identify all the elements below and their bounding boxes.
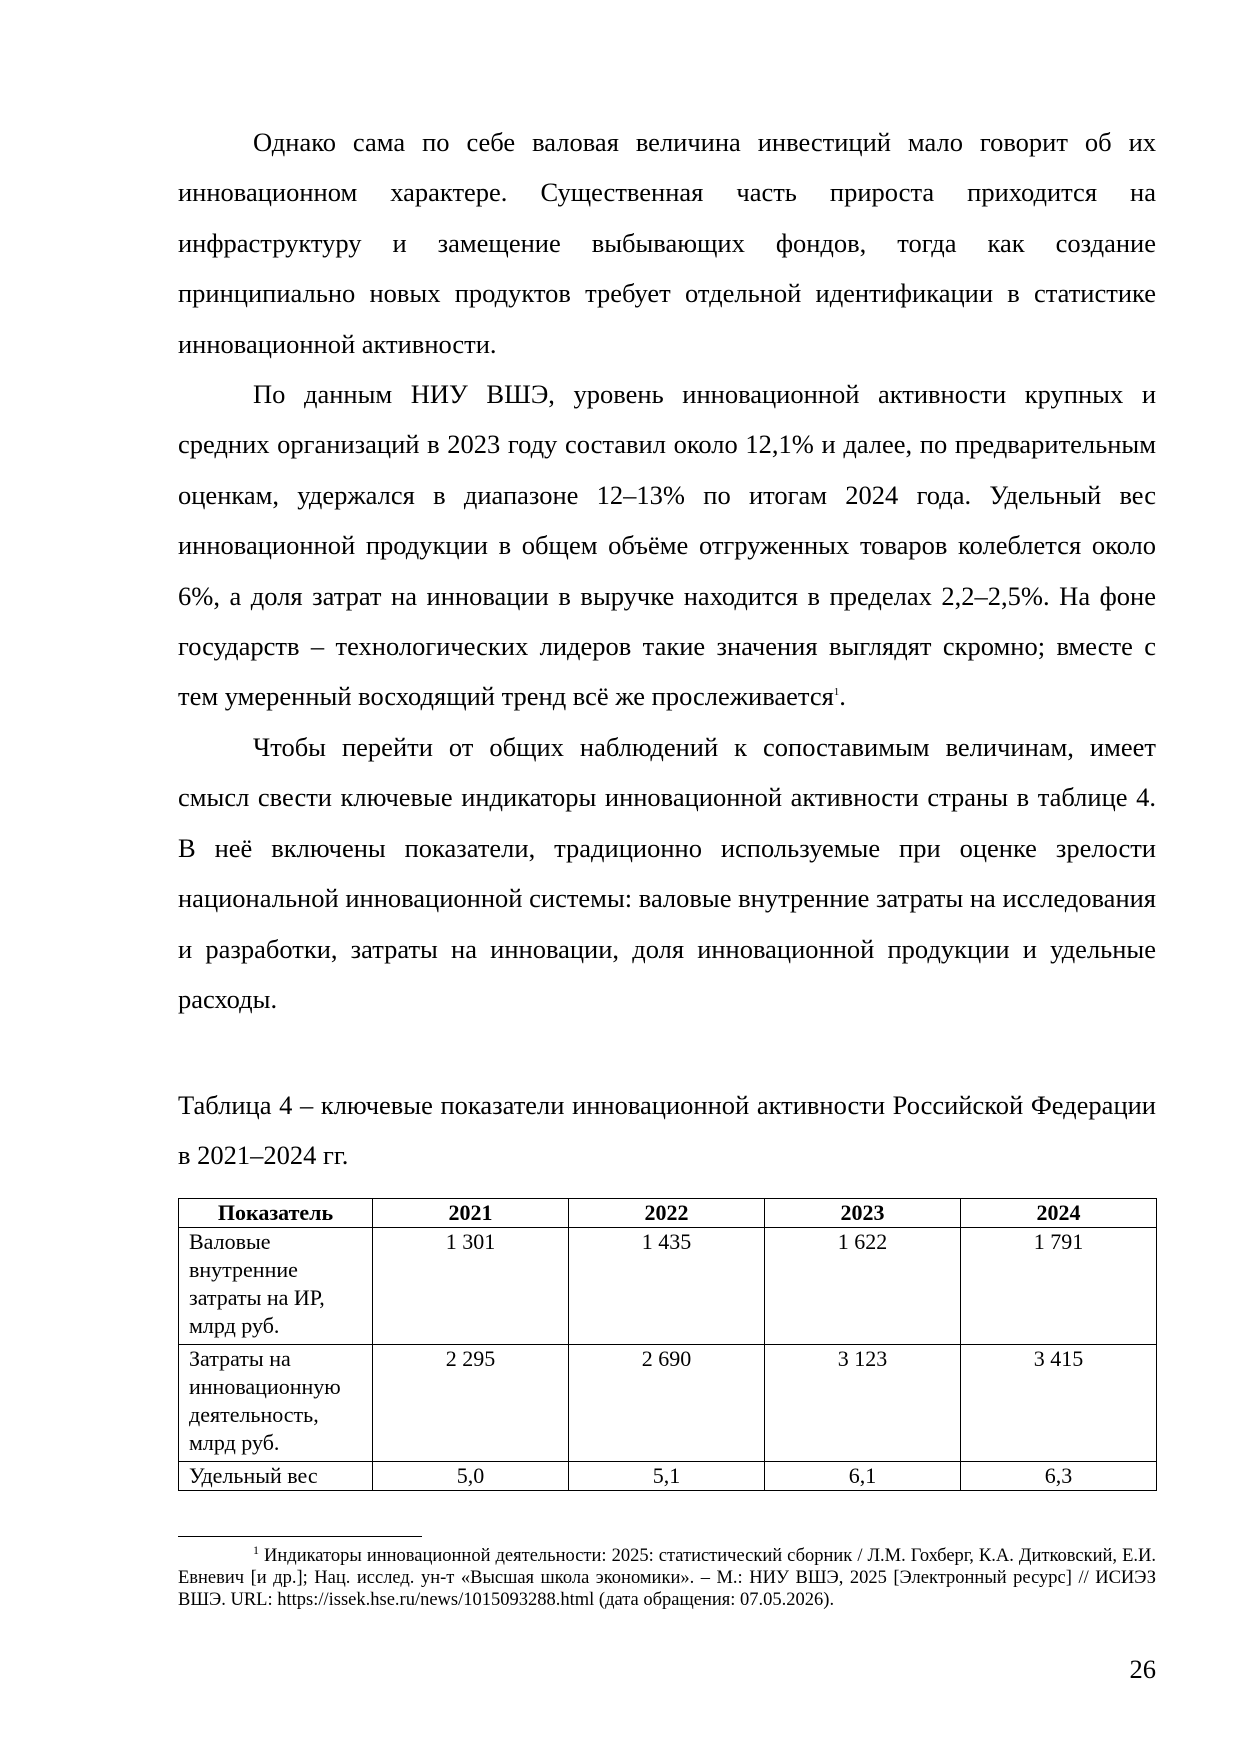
table-cell: 6,3 <box>961 1462 1157 1491</box>
table-cell: 5,1 <box>569 1462 765 1491</box>
footnote-number: 1 <box>253 1542 259 1557</box>
table-row <box>179 1462 1157 1491</box>
table-cell: 6,1 <box>765 1462 961 1491</box>
table-cell: 2 295 <box>373 1345 569 1462</box>
header-year: 2022 <box>569 1199 765 1228</box>
footnote-separator <box>178 1536 422 1537</box>
table-cell: 1 435 <box>569 1228 765 1345</box>
header-year: 2023 <box>765 1199 961 1228</box>
header-year: 2021 <box>373 1199 569 1228</box>
header-year: 2024 <box>961 1199 1157 1228</box>
body-text <box>178 117 1156 1024</box>
paragraph-2-end: . <box>839 681 846 712</box>
page-number: 26 <box>1129 1654 1156 1684</box>
table-cell: 2 690 <box>569 1345 765 1462</box>
table-cell: 5,0 <box>373 1462 569 1491</box>
paragraph-3: Чтобы перейти от общих наблюдений к сопоставимым величинам, имеет смысл свести ключевые индикаторы инновационной активности страны в таблице 4. В неё включены показатели, традиционно используемые при оценке зрелости национальной инновационной системы: валовые внутренние затраты на исследования и разработки, затраты на инновации, доля инновационной продукции и удельные расходы. <box>178 731 1156 1014</box>
table-cell: 3 123 <box>765 1345 961 1462</box>
table-header-row <box>179 1199 1157 1228</box>
table-cell: 1 791 <box>961 1228 1157 1345</box>
paragraph-2 <box>178 369 1156 722</box>
table-cell: 1 622 <box>765 1228 961 1345</box>
paragraph-1: Однако сама по себе валовая величина инвестиций мало говорит об их инновационном характере. Существенная часть прироста приходится на инфраструктуру и замещение выбывающих фондов, тогда как создание принципиально новых продуктов требует отдельной идентификации в статистике инновационной активности. <box>178 127 1156 359</box>
paragraph-2-text: По данным НИУ ВШЭ, уровень инновационной активности крупных и средних организаций в 2023 году составил около 12,1% и далее, по предварительным оценкам, удержался в диапазоне 12–13% по итогам 2024 года. Удельный вес инновационной продукции в общем объёме отгруженных товаров колеблется около 6%, а доля затрат на инновации в выручке находится в пределах 2,2–2,5%. На фоне государств – технологических лидеров такие значения выглядят скромно; вместе с тем умеренный восходящий тренд всё же прослеживается <box>178 379 1156 712</box>
row-label: Удельный вес <box>179 1462 373 1491</box>
footnote-text: Индикаторы инновационной деятельности: 2025: статистический сборник / Л.М. Гохберг, К.А. Дитковский, Е.И. Евневич [и др.]; Нац. исслед. ун-т «Высшая школа экономики». – М.: НИУ ВШЭ, 2025 [Электронный ресурс] // ИСИЭЗ ВШЭ. URL: https://issek.hse.ru/news/1015093288.html (дата обращения: 07.05.2026). <box>178 1546 1156 1610</box>
indicators-table <box>178 1198 1157 1491</box>
table-cell: 1 301 <box>373 1228 569 1345</box>
footnote-reference[interactable]: 1 <box>833 686 840 699</box>
footnote <box>178 1542 1156 1611</box>
table-row <box>179 1228 1157 1345</box>
row-label: Затраты на инновационную деятельность, млрд руб. <box>179 1345 373 1462</box>
header-indicator: Показатель <box>179 1199 373 1228</box>
table-caption-block <box>178 1080 1156 1181</box>
row-label: Валовые внутренние затраты на ИР, млрд руб. <box>179 1228 373 1345</box>
table-caption: Таблица 4 – ключевые показатели инновационной активности Российской Федерации в 2021–2024 гг. <box>178 1090 1156 1171</box>
table-row <box>179 1345 1157 1462</box>
table-cell: 3 415 <box>961 1345 1157 1462</box>
